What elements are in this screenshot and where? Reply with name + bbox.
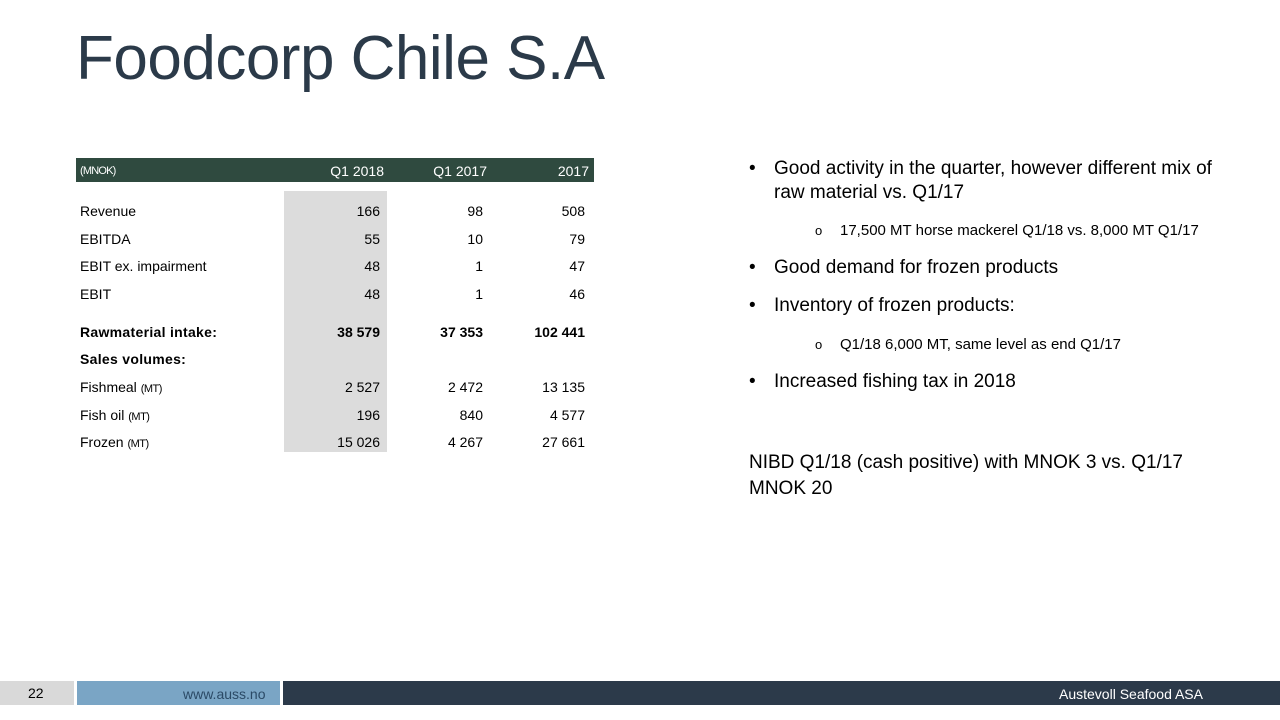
cell-value: 4 267 (447, 434, 483, 450)
bullet-icon: • (749, 295, 756, 316)
cell-value: 4 577 (549, 407, 585, 423)
footer-url: www.auss.no (183, 686, 266, 702)
table-row (76, 200, 594, 222)
nibd-line: NIBD Q1/18 (cash positive) with MNOK 3 vs. Q1/17 (749, 452, 1183, 473)
cell-value: 48 (364, 286, 380, 302)
row-label: EBIT ex. impairment (80, 258, 207, 274)
bullet-icon: • (749, 257, 756, 278)
bullet-icon: • (749, 371, 756, 392)
table-unit-label: (MNOK) (80, 165, 116, 177)
footer-company: Austevoll Seafood ASA (1059, 686, 1203, 702)
table-row (76, 255, 594, 277)
cell-value: 38 579 (337, 324, 380, 340)
footer-url-box (77, 681, 280, 705)
cell-value: 508 (561, 203, 585, 219)
table-row (76, 431, 594, 453)
cell-value: 46 (569, 286, 585, 302)
sub-bullet-text: 17,500 MT horse mackerel Q1/18 vs. 8,000 MT Q1/17 (840, 222, 1199, 239)
page-number: 22 (28, 685, 44, 701)
cell-value: 2 472 (447, 379, 483, 395)
bullet-item (749, 157, 1249, 207)
cell-value: 2 527 (344, 379, 380, 395)
page-title: Foodcorp Chile S.A (76, 24, 605, 93)
bullet-text: Inventory of frozen products: (774, 295, 1015, 316)
sub-bullet-item (815, 335, 1235, 357)
col-header-2017: 2017 (557, 163, 589, 179)
bullet-icon: • (749, 158, 756, 179)
cell-value: 48 (364, 258, 380, 274)
table-row (76, 348, 594, 370)
cell-value: 15 026 (337, 434, 380, 450)
bullet-item (749, 294, 1149, 320)
table-header (76, 158, 594, 182)
table-row (76, 321, 594, 343)
nibd-note (749, 450, 1183, 502)
row-label: Fish oil (MT) (80, 407, 150, 423)
sub-bullet-text: Q1/18 6,000 MT, same level as end Q1/17 (840, 336, 1121, 353)
table-row (76, 283, 594, 305)
nibd-line: MNOK 20 (749, 478, 833, 499)
cell-value: 47 (569, 258, 585, 274)
sub-bullet-item (815, 221, 1235, 243)
bullet-item (749, 370, 1149, 396)
row-label: Fishmeal (MT) (80, 379, 162, 395)
footer-bar (283, 681, 1280, 705)
financial-table (76, 158, 594, 458)
row-label: EBITDA (80, 231, 131, 247)
table-row (76, 228, 594, 250)
cell-value: 840 (459, 407, 483, 423)
cell-value: 1 (475, 286, 483, 302)
cell-value: 102 441 (534, 324, 585, 340)
row-label: Revenue (80, 203, 137, 219)
cell-value: 1 (475, 258, 483, 274)
bullet-text: Increased fishing tax in 2018 (774, 371, 1016, 392)
bullet-text: Good activity in the quarter, however different mix of (774, 158, 1212, 179)
row-label: EBIT (80, 286, 112, 302)
row-label: Sales volumes: (80, 351, 187, 367)
cell-value: 196 (356, 407, 380, 423)
col-header-q1-2018: Q1 2018 (330, 163, 384, 179)
circle-bullet-icon: o (815, 223, 823, 238)
cell-value: 55 (364, 231, 380, 247)
row-label: Rawmaterial intake: (80, 324, 218, 340)
circle-bullet-icon: o (815, 337, 823, 352)
bullet-text: raw material vs. Q1/17 (774, 182, 965, 203)
cell-value: 79 (569, 231, 585, 247)
bullet-text: Good demand for frozen products (774, 257, 1059, 278)
page-number-box (0, 681, 74, 705)
cell-value: 13 135 (542, 379, 585, 395)
bullet-item (749, 256, 1149, 282)
col-header-q1-2017: Q1 2017 (433, 163, 487, 179)
cell-value: 27 661 (542, 434, 585, 450)
cell-value: 166 (356, 203, 380, 219)
table-row (76, 376, 594, 398)
table-row (76, 404, 594, 426)
cell-value: 37 353 (440, 324, 483, 340)
cell-value: 10 (467, 231, 483, 247)
cell-value: 98 (467, 203, 483, 219)
row-label: Frozen (MT) (80, 434, 149, 450)
